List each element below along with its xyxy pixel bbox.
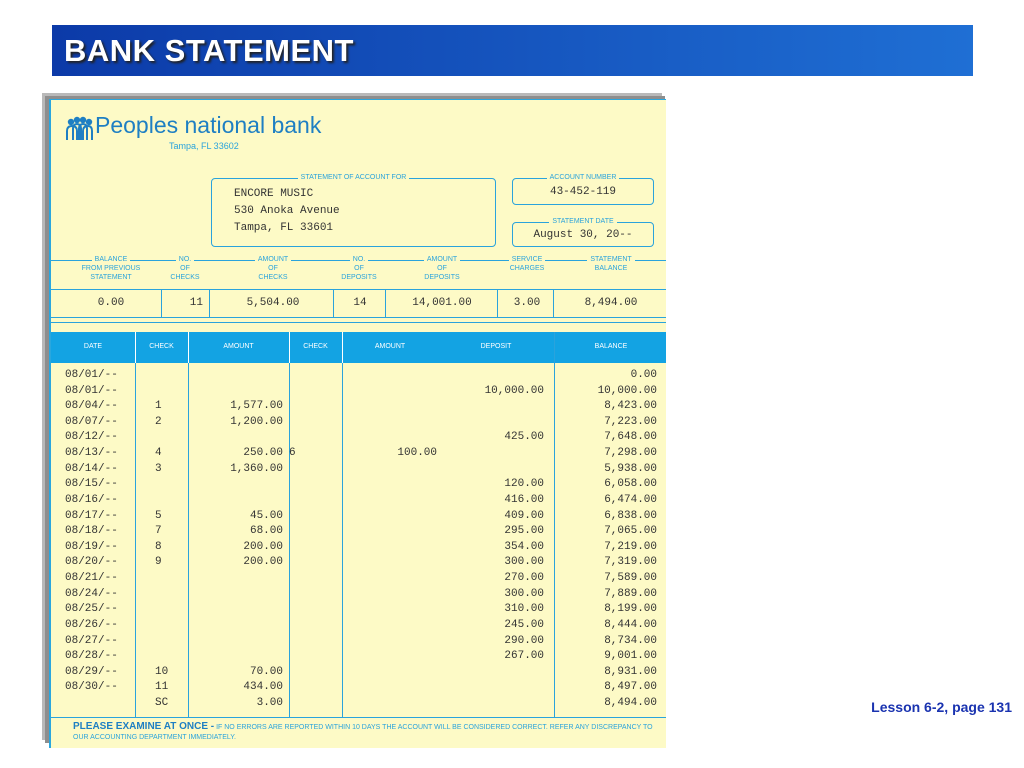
row-check: SC [155, 697, 169, 710]
summary-no-checks: 11 [189, 297, 203, 309]
row-date: 08/25/-- [65, 603, 118, 616]
summary-header-service-charges: SERVICE CHARGES [509, 256, 545, 272]
row-deposit: 270.00 [504, 572, 544, 585]
row-amount: 1,360.00 [230, 462, 283, 475]
row-deposit: 120.00 [504, 478, 544, 491]
row-date: 08/28/-- [65, 650, 118, 663]
row-balance: 7,219.00 [604, 540, 657, 553]
table-row [51, 635, 666, 651]
account-number-label: ACCOUNT NUMBER [547, 174, 620, 181]
row-balance: 6,838.00 [604, 509, 657, 522]
summary-divider [333, 289, 334, 317]
account-name: ENCORE MUSIC [234, 188, 314, 200]
row-balance: 8,423.00 [604, 400, 657, 413]
table-row [51, 603, 666, 619]
row-date: 08/27/-- [65, 634, 118, 647]
header-check: CHECK [149, 343, 174, 350]
row-date: 08/20/-- [65, 556, 118, 569]
row-deposit: 425.00 [504, 431, 544, 444]
table-row [51, 541, 666, 557]
row-check: 11 [155, 681, 169, 694]
row-balance: 8,497.00 [604, 681, 657, 694]
statement-of-account-box [211, 174, 496, 247]
row-check: 7 [155, 525, 162, 538]
table-row [51, 369, 666, 385]
statement-date: August 30, 20-- [533, 229, 633, 241]
account-city: Tampa, FL 33601 [234, 222, 334, 234]
row-check: 9 [155, 556, 162, 569]
row-check: 1 [155, 400, 162, 413]
table-row [51, 463, 666, 479]
row-amount: 45.00 [249, 509, 283, 522]
row-check: 5 [155, 509, 162, 522]
footer-lead: PLEASE EXAMINE AT ONCE - [73, 721, 215, 732]
summary-header-no-checks: NO. OF CHECKS [170, 256, 200, 281]
header-divider [289, 332, 290, 363]
footer-divider [51, 717, 666, 718]
row-balance: 7,319.00 [604, 556, 657, 569]
row-amount: 70.00 [249, 665, 283, 678]
table-row [51, 681, 666, 697]
row-balance: 7,065.00 [604, 525, 657, 538]
row-amount: 200.00 [243, 556, 283, 569]
row-amount: 434.00 [243, 681, 283, 694]
table-row [51, 666, 666, 682]
summary-divider [553, 289, 554, 317]
row-deposit: 300.00 [504, 556, 544, 569]
row-balance: 7,648.00 [604, 431, 657, 444]
row-amount: 68.00 [249, 525, 283, 538]
row-balance: 8,734.00 [604, 634, 657, 647]
slide-header [52, 25, 973, 76]
bank-logo-icon [65, 116, 93, 142]
table-row [51, 510, 666, 526]
table-row [51, 447, 666, 463]
summary-previous-balance: 0.00 [97, 297, 125, 309]
row-deposit: 10,000.00 [484, 384, 544, 397]
row-date: 08/24/-- [65, 587, 118, 600]
table-row [51, 525, 666, 541]
table-row [51, 588, 666, 604]
header-balance: BALANCE [594, 343, 628, 350]
header-divider [135, 332, 136, 363]
row-check: 4 [155, 447, 162, 460]
row-date: 08/17/-- [65, 509, 118, 522]
summary-no-deposits: 14 [353, 297, 367, 309]
row-date: 08/19/-- [65, 540, 118, 553]
summary-header-no-deposits: NO. OF DEPOSITS [341, 256, 377, 281]
row-deposit: 290.00 [504, 634, 544, 647]
row-deposit: 245.00 [504, 618, 544, 631]
bank-statement [49, 99, 666, 748]
row-balance: 6,474.00 [604, 493, 657, 506]
row-date: 08/04/-- [65, 400, 118, 413]
row-deposit: 310.00 [504, 603, 544, 616]
row-deposit: 300.00 [504, 587, 544, 600]
table-row [51, 431, 666, 447]
summary-header-statement-balance: STATEMENT BALANCE [557, 255, 665, 289]
table-row [51, 572, 666, 588]
row-balance: 8,931.00 [604, 665, 657, 678]
account-number-box [512, 174, 654, 205]
table-row [51, 400, 666, 416]
header-amount: AMOUNT [223, 343, 254, 350]
summary-amount-checks: 5,504.00 [246, 297, 300, 309]
summary-divider [161, 289, 162, 317]
account-street: 530 Anoka Avenue [234, 205, 340, 217]
row-balance: 6,058.00 [604, 478, 657, 491]
summary-divider [497, 289, 498, 317]
transactions-header [51, 332, 666, 363]
table-row [51, 478, 666, 494]
table-row [51, 556, 666, 572]
statement-of-account-label: STATEMENT OF ACCOUNT FOR [298, 174, 410, 181]
row-balance: 8,444.00 [604, 618, 657, 631]
summary-mid-line [51, 289, 666, 290]
header-divider [342, 332, 343, 363]
row-check: 8 [155, 540, 162, 553]
row-amount-2: 100.00 [397, 447, 437, 460]
row-date: 08/12/-- [65, 431, 118, 444]
footer-text: IF NO ERRORS ARE REPORTED WITHIN 10 DAYS THE ACCOUNT WILL BE CONSIDERED CORRECT. REFER ANY DISCREPANCY TO OUR ACCOUNTING DEPARTMENT IMMEDIATELY. [73, 724, 653, 741]
header-deposit: DEPOSIT [480, 343, 512, 350]
summary-double-line [51, 322, 666, 323]
lesson-reference: Lesson 6-2, page 131 [871, 699, 1012, 715]
summary-header-balance: BALANCE FROM PREVIOUS STATEMENT [81, 256, 141, 281]
row-balance: 7,589.00 [604, 572, 657, 585]
summary-divider [385, 289, 386, 317]
row-date: 08/18/-- [65, 525, 118, 538]
summary-divider [209, 289, 210, 317]
summary-statement-balance: 8,494.00 [584, 297, 638, 309]
row-check: 2 [155, 415, 162, 428]
row-amount: 3.00 [256, 697, 283, 710]
row-date: 08/26/-- [65, 618, 118, 631]
row-amount: 200.00 [243, 540, 283, 553]
account-address [234, 186, 340, 237]
header-amount-2: AMOUNT [374, 343, 406, 350]
row-deposit: 409.00 [504, 509, 544, 522]
footer-notice [73, 722, 658, 743]
table-row [51, 697, 666, 713]
table-row [51, 416, 666, 432]
row-date: 08/01/-- [65, 369, 118, 381]
row-deposit: 354.00 [504, 540, 544, 553]
row-balance: 7,889.00 [604, 587, 657, 600]
header-date: DATE [83, 343, 103, 350]
account-number: 43-452-119 [549, 186, 616, 198]
row-deposit: 295.00 [504, 525, 544, 538]
row-balance: 10,000.00 [597, 384, 657, 397]
row-check: 3 [155, 462, 162, 475]
summary-service-charges: 3.00 [513, 297, 541, 309]
row-balance: 9,001.00 [604, 650, 657, 663]
row-balance: 5,938.00 [604, 462, 657, 475]
row-check-2: 6 [289, 447, 296, 460]
header-divider [188, 332, 189, 363]
summary-amount-deposits: 14,001.00 [412, 297, 472, 309]
table-row [51, 385, 666, 401]
bank-name: Peoples national bank [95, 112, 322, 138]
bank-city: Tampa, FL 33602 [169, 141, 239, 151]
table-row [51, 619, 666, 635]
summary-bottom-line [51, 317, 666, 318]
summary-header-amount-deposits: AMOUNT OF DEPOSITS [424, 256, 460, 281]
row-date: 08/15/-- [65, 478, 118, 491]
row-amount: 1,200.00 [230, 415, 283, 428]
header-check-2: CHECK [303, 343, 328, 350]
row-check: 10 [155, 665, 169, 678]
row-balance: 7,298.00 [604, 447, 657, 460]
statement-date-box [512, 218, 654, 247]
row-balance: 8,494.00 [604, 697, 657, 710]
table-row [51, 650, 666, 666]
summary-header-amount-checks: AMOUNT OF CHECKS [213, 255, 333, 289]
row-date: 08/13/-- [65, 447, 118, 460]
row-deposit: 267.00 [504, 650, 544, 663]
row-date: 08/16/-- [65, 493, 118, 506]
row-deposit: 416.00 [504, 493, 544, 506]
row-amount: 1,577.00 [230, 400, 283, 413]
slide-title: BANK STATEMENT [64, 33, 354, 68]
row-balance: 0.00 [630, 369, 657, 381]
row-balance: 8,199.00 [604, 603, 657, 616]
table-row [51, 494, 666, 510]
row-date: 08/21/-- [65, 572, 118, 585]
row-date: 08/14/-- [65, 462, 118, 475]
row-date: 08/29/-- [65, 665, 118, 678]
row-amount: 250.00 [243, 447, 283, 460]
row-date: 08/30/-- [65, 681, 118, 694]
statement-date-label: STATEMENT DATE [549, 218, 616, 225]
row-balance: 7,223.00 [604, 415, 657, 428]
row-date: 08/01/-- [65, 384, 118, 397]
row-date: 08/07/-- [65, 415, 118, 428]
